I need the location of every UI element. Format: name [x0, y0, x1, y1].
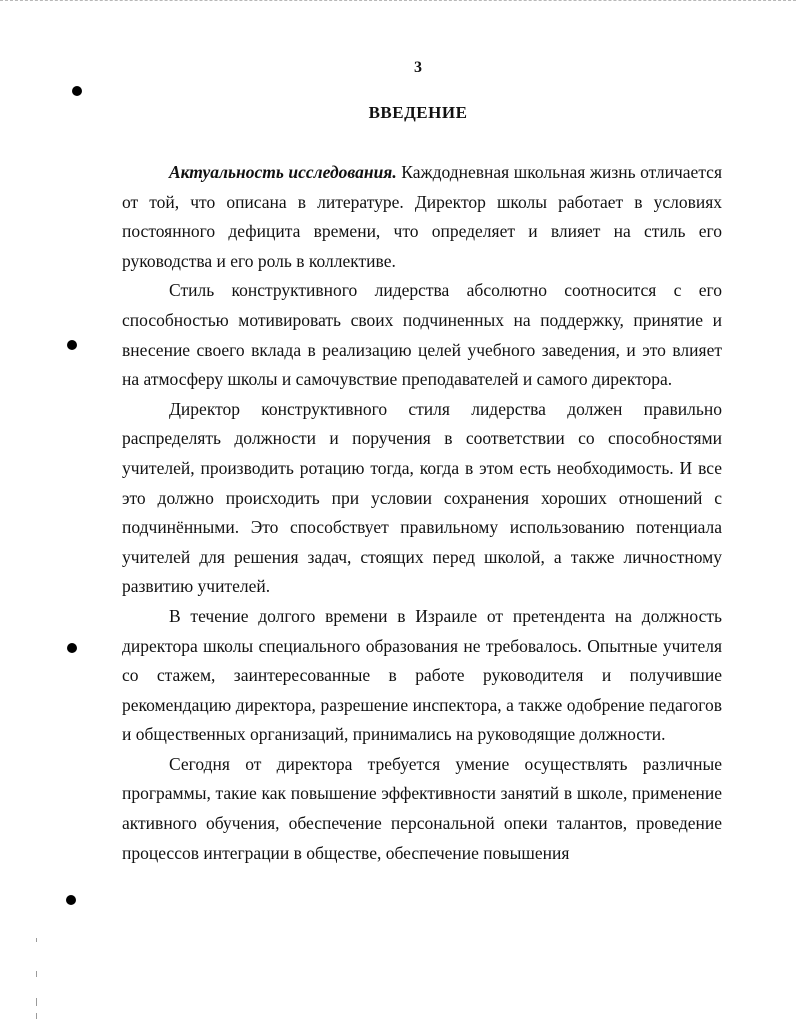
- binder-hole-mark: [67, 340, 77, 350]
- paragraph: В течение долгого времени в Израиле от претендента на должность директора школы специального образования не требовалось. Опытные учителя со стажем, заинтересованные в работе руководителя и получившие рекомендацию директора, разрешение инспектора, а также одобрение педагогов и общественных организаций, принимались на руководящие должности.: [122, 605, 722, 745]
- paragraph-lead: Актуальность исследования.: [169, 162, 397, 182]
- scan-speck: [36, 1013, 37, 1019]
- page-number: 3: [414, 59, 422, 76]
- paragraph: [122, 158, 722, 276]
- paragraph: Директор конструктивного стиля лидерства должен правильно распределять должности и поручения в соответствии со способностями учителей, производить ротацию тогда, когда в этом есть необходимость. И все это должно происходить при условии сохранения хороших отношений с подчинёнными. Это способствует правильному использованию потенциала учителей для решения задач, стоящих перед школой, а также личностному развитию учителей.: [122, 398, 722, 597]
- document-body: [122, 158, 722, 868]
- binder-hole-mark: [66, 895, 76, 905]
- scan-speck: [36, 938, 37, 942]
- binder-hole-mark: [67, 643, 77, 653]
- paragraph: Сегодня от директора требуется умение осуществлять различные программы, такие как повышение эффективности занятий в школе, применение активного обучения, обеспечение персональной опеки талантов, проведение процессов интеграции в обществе, обеспечение повышения: [122, 753, 722, 863]
- scan-speck: [36, 998, 37, 1006]
- paragraph: Стиль конструктивного лидерства абсолютно соотносится с его способностью мотивировать своих подчиненных на поддержку, принятие и внесение своего вклада в реализацию целей учебного заведения, и это влияет на атмосферу школы и самочувствие преподавателей и самого директора.: [122, 280, 722, 390]
- scan-edge-artifact: [0, 0, 796, 6]
- scan-speck: [36, 971, 37, 977]
- section-heading: ВВЕДЕНИЕ: [368, 103, 468, 122]
- binder-hole-mark: [72, 86, 82, 96]
- paragraph-text: Каждодневная школьная жизнь отличается от той, что описана в литературе. Директор школы работает в условиях постоянного дефицита времени, что определяет и влияет на стиль его руководства и его роль в коллективе.: [122, 162, 722, 271]
